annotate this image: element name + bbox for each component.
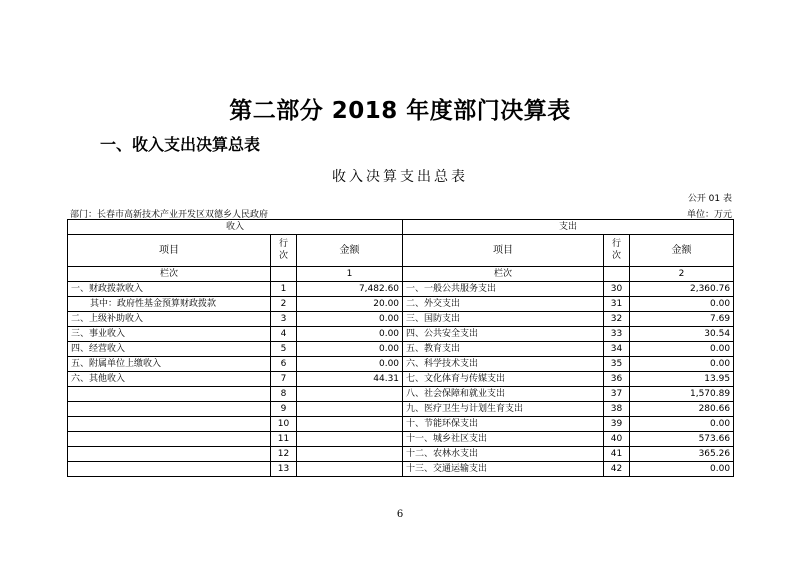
expense-line-cell: 34 [604,342,630,357]
income-amount-cell [297,417,403,432]
income-item-cell [68,447,271,462]
income-amount-cell: 0.00 [297,342,403,357]
income-amount-header: 金额 [297,235,403,267]
income-line-cell: 9 [271,402,297,417]
expense-line-cell: 36 [604,372,630,387]
expense-amount-cell: 13.95 [630,372,734,387]
department-label: 部门：长春市高新技术产业开发区双德乡人民政府 [70,210,269,220]
income-item-cell: 一、财政拨款收入 [68,282,271,297]
expense-item-cell: 五、教育支出 [403,342,604,357]
income-amount-cell [297,447,403,462]
income-amount-cell [297,432,403,447]
income-column-no-label: 栏次 [68,267,271,282]
expense-amount-cell: 30.54 [630,327,734,342]
income-amount-cell [297,402,403,417]
table-header-row [68,220,734,235]
expense-item-cell: 十二、农林水支出 [403,447,604,462]
expense-amount-cell: 0.00 [630,342,734,357]
expense-item-cell: 十、节能环保支出 [403,417,604,432]
income-line-cell: 1 [271,282,297,297]
expense-item-cell: 三、国防支出 [403,312,604,327]
table-row [68,327,734,342]
income-line-header-text: 行 次 [278,239,288,261]
expense-line-cell: 39 [604,417,630,432]
income-item-header: 项目 [68,235,271,267]
table-subheader-row [68,235,734,267]
income-line-cell: 2 [271,297,297,312]
expense-amount-cell: 365.26 [630,447,734,462]
expense-item-cell: 二、外交支出 [403,297,604,312]
income-item-cell: 二、上级补助收入 [68,312,271,327]
section-title: 一、收入支出决算总表 [100,135,261,154]
income-amount-cell: 44.31 [297,372,403,387]
page-number: 6 [396,509,404,520]
income-item-cell [68,417,271,432]
income-item-cell [68,387,271,402]
income-line-cell: 5 [271,342,297,357]
expense-line-cell: 32 [604,312,630,327]
table-row [68,432,734,447]
expense-line-cell: 41 [604,447,630,462]
income-amount-cell: 0.00 [297,327,403,342]
table-row [68,342,734,357]
income-amount-cell [297,462,403,477]
income-item-cell: 四、经营收入 [68,342,271,357]
table-row [68,282,734,297]
expense-amount-cell: 2,360.76 [630,282,734,297]
expense-line-cell: 37 [604,387,630,402]
income-item-cell: 五、附属单位上缴收入 [68,357,271,372]
income-amount-cell: 0.00 [297,312,403,327]
expense-column-no-label: 栏次 [403,267,604,282]
table-row [68,357,734,372]
income-line-cell: 8 [271,387,297,402]
expense-line-cell: 33 [604,327,630,342]
income-amount-cell [297,387,403,402]
table-title: 收入决算支出总表 [332,169,468,185]
expense-line-cell: 30 [604,282,630,297]
expense-amount-header: 金额 [630,235,734,267]
table-row [68,297,734,312]
income-amount-cell: 7,482.60 [297,282,403,297]
expense-line-header [604,235,630,267]
income-item-cell [68,432,271,447]
table-row [68,402,734,417]
expense-line-cell: 38 [604,402,630,417]
income-item-cell: 其中：政府性基金预算财政拨款 [68,297,271,312]
page-title: 第二部分 2018 年度部门决算表 [229,98,571,124]
table-row [68,462,734,477]
income-line-cell: 11 [271,432,297,447]
expense-item-cell: 七、文化体育与传媒支出 [403,372,604,387]
income-item-cell: 六、其他收入 [68,372,271,387]
expense-item-cell: 四、公共安全支出 [403,327,604,342]
income-item-cell [68,402,271,417]
expense-line-cell: 35 [604,357,630,372]
expense-item-cell: 一、一般公共服务支出 [403,282,604,297]
income-line-cell: 13 [271,462,297,477]
income-line-cell: 3 [271,312,297,327]
expense-line-cell: 31 [604,297,630,312]
income-amount-cell: 20.00 [297,297,403,312]
expense-item-cell: 八、社会保障和就业支出 [403,387,604,402]
table-row [68,387,734,402]
income-column-no-empty [271,267,297,282]
unit-label: 单位：万元 [686,210,732,220]
income-line-cell: 7 [271,372,297,387]
table-row [68,447,734,462]
table-row [68,372,734,387]
form-number: 公开 01 表 [687,194,732,204]
income-line-cell: 4 [271,327,297,342]
expense-amount-cell: 0.00 [630,297,734,312]
budget-summary-table [67,219,734,477]
expense-item-cell: 六、科学技术支出 [403,357,604,372]
income-line-cell: 12 [271,447,297,462]
expense-item-header: 项目 [403,235,604,267]
column-number-row [68,267,734,282]
expense-amount-cell: 0.00 [630,462,734,477]
income-line-cell: 10 [271,417,297,432]
expense-item-cell: 九、医疗卫生与计划生育支出 [403,402,604,417]
expense-line-cell: 40 [604,432,630,447]
expense-amount-cell: 7.69 [630,312,734,327]
income-column-no: 1 [297,267,403,282]
expense-header: 支出 [403,220,734,235]
expense-amount-cell: 0.00 [630,417,734,432]
table-row [68,417,734,432]
income-header: 收入 [68,220,403,235]
expense-amount-cell: 0.00 [630,357,734,372]
expense-column-no-empty [604,267,630,282]
income-amount-cell: 0.00 [297,357,403,372]
expense-line-cell: 42 [604,462,630,477]
income-item-cell: 三、事业收入 [68,327,271,342]
expense-amount-cell: 573.66 [630,432,734,447]
expense-amount-cell: 280.66 [630,402,734,417]
income-item-cell [68,462,271,477]
expense-line-header-text: 行 次 [612,239,622,261]
expense-item-cell: 十一、城乡社区支出 [403,432,604,447]
table-row [68,312,734,327]
expense-amount-cell: 1,570.89 [630,387,734,402]
expense-column-no: 2 [630,267,734,282]
income-line-header [271,235,297,267]
income-line-cell: 6 [271,357,297,372]
expense-item-cell: 十三、交通运输支出 [403,462,604,477]
